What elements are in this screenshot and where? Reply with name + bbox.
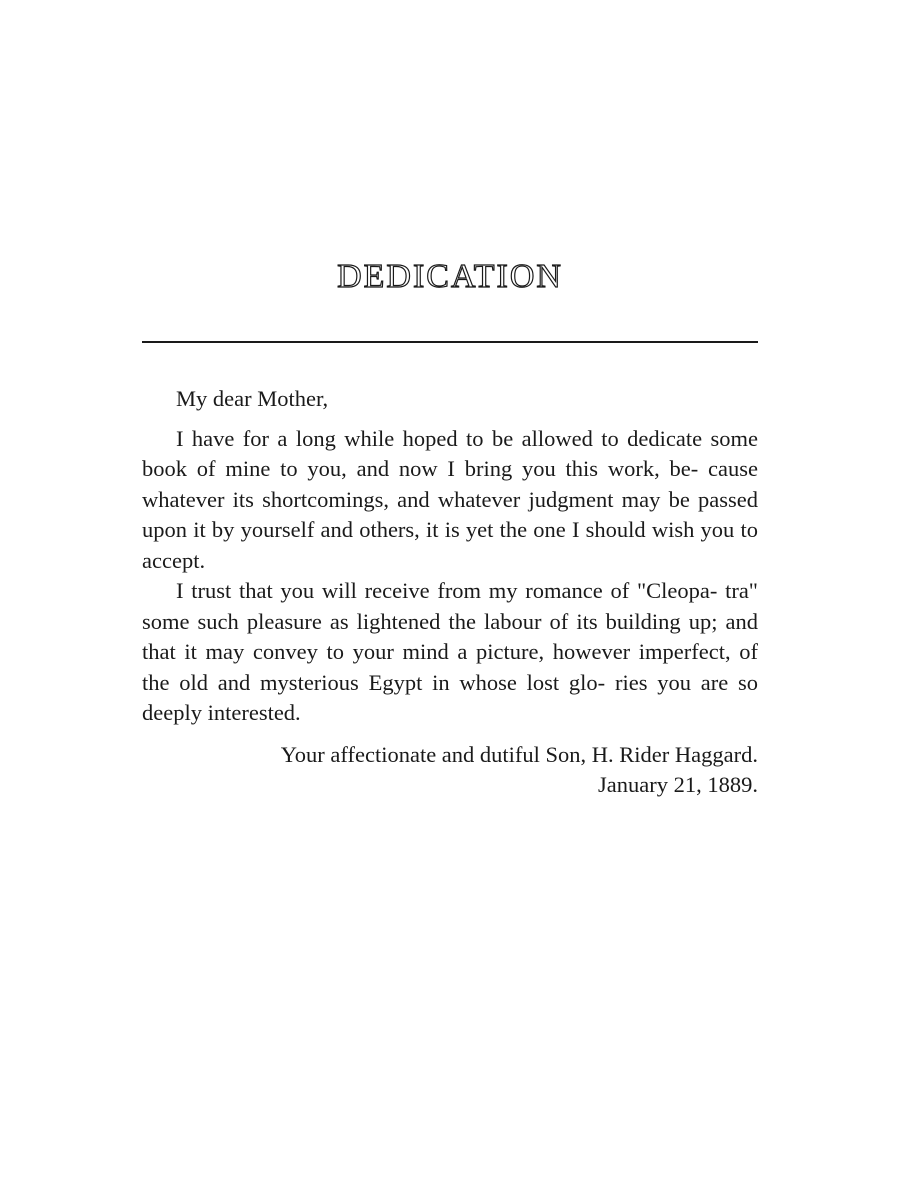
page-title: DEDICATION (337, 258, 563, 295)
paragraph-2: I trust that you will receive from my romance of "Cleopa- tra" some such pleasure as lightened the labour of its building up; and that it may convey to your mind a picture, however imperfect, of the old and mysterious Egypt in whose lost glo- ries you are so deeply interested. (142, 578, 758, 725)
salutation: My dear Mother, (176, 386, 329, 411)
signoff: Your affectionate and dutiful Son, H. Rider Haggard. (280, 741, 758, 767)
paragraph-1: I have for a long while hoped to be allowed to dedicate some book of mine to you, and now I bring you this work, be- cause whatever its shortcomings, and whatever judgment may be passed upon it by yourself and others, it is yet the one I should wish you to accept. (142, 425, 758, 573)
date-line: January 21, 1889. (598, 772, 758, 797)
dedication-body (142, 384, 758, 801)
title-divider (142, 341, 758, 343)
